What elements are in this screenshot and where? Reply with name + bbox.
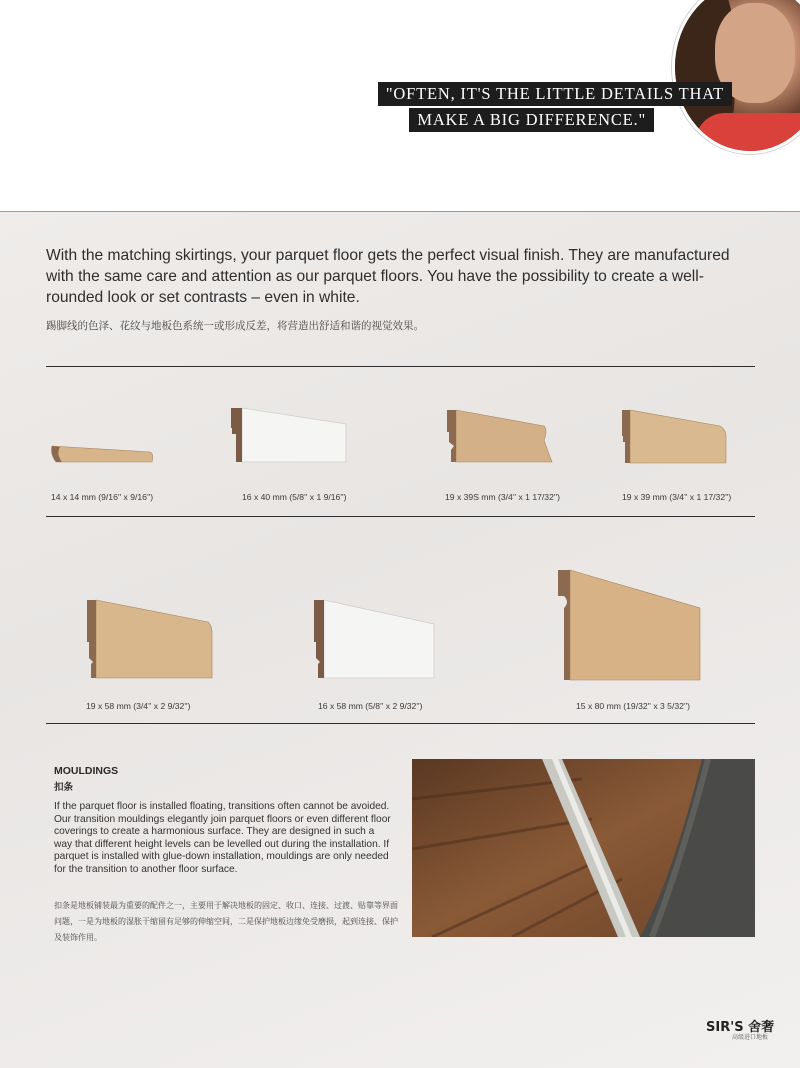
divider <box>46 366 755 367</box>
brand-tagline: 高级进口地板 <box>732 1034 769 1041</box>
skirting-14x14-image <box>50 440 160 466</box>
mouldings-heading: MOULDINGS <box>54 765 119 777</box>
quote-line-1: "OFTEN, IT'S THE LITTLE DETAILS THAT <box>378 82 732 106</box>
skirting-19x39-image <box>620 406 730 466</box>
skirting-16x40-image <box>228 404 353 466</box>
quote-line-2: MAKE A BIG DIFFERENCE." <box>409 108 654 132</box>
mouldings-text: If the parquet floor is installed floating, transitions often cannot be avoided. Our transition mouldings elegantly join parquet floors or even different floor coverings to create a harmonious surface. They are designed in such a way that different height levels can be levelled out during the installation. If parquet is installed with glue-down installation, mouldings are only needed for the transition to another floor surface. <box>54 801 391 875</box>
divider <box>46 516 755 517</box>
intro-text: With the matching skirtings, your parquet floor gets the perfect visual finish. They are manufactured with the same care and attention as our parquet floors. You have the possibility to create a well-rounded look or set contrasts – even in white. <box>46 247 730 306</box>
caption-19x39S: 19 x 39S mm (3/4'' x 1 17/32'') <box>445 492 560 502</box>
skirting-15x80-image <box>556 568 704 682</box>
skirting-16x58-image <box>312 598 438 682</box>
caption-19x39: 19 x 39 mm (3/4'' x 1 17/32'') <box>622 492 732 502</box>
caption-16x40: 16 x 40 mm (5/8'' x 1 9/16'') <box>242 492 347 502</box>
brand-logo: SIR'S 舍奢 <box>706 1020 775 1035</box>
intro-text-cn: 踢脚线的色泽、花纹与地板色系统一或形成反差，将营造出舒适和谐的视觉效果。 <box>46 320 424 332</box>
mouldings-heading-cn: 扣条 <box>54 782 74 793</box>
caption-16x58: 16 x 58 mm (5/8'' x 2 9/32'') <box>318 701 423 711</box>
divider <box>46 723 755 724</box>
caption-14x14: 14 x 14 mm (9/16'' x 9/16'') <box>51 492 154 502</box>
skirting-19x39S-image <box>444 406 556 466</box>
caption-15x80: 15 x 80 mm (19/32'' x 3 5/32'') <box>576 701 691 711</box>
mouldings-text-cn: 扣条是地板铺装最为重要的配件之一，主要用于解决地板的固定、收口、连接、过渡、贴靠等界面问题，一是为地板的湿胀干缩留有足够的伸缩空间，二是保护地板边缘免受磨损，起到连接、保护及装饰作用。 <box>54 901 398 942</box>
portrait-photo <box>672 0 800 154</box>
skirting-19x58-image <box>84 598 216 682</box>
moulding-photo <box>412 759 755 937</box>
caption-19x58: 19 x 58 mm (3/4'' x 2 9/32'') <box>86 701 191 711</box>
